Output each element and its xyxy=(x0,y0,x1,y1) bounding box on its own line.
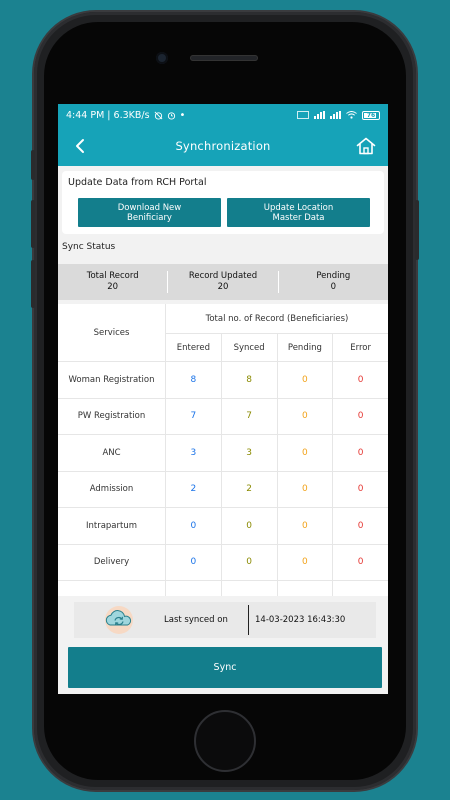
synced-count xyxy=(221,581,277,596)
download-new-beneficiary-button[interactable]: Download New Benificiary xyxy=(78,198,221,227)
update-data-section xyxy=(62,171,384,234)
table-row xyxy=(58,435,388,472)
entered-count: 0 xyxy=(190,520,197,531)
service-name: Delivery xyxy=(58,545,166,581)
record-updated-summary xyxy=(167,271,277,293)
last-synced-bar xyxy=(74,602,376,638)
cloud-sync-icon xyxy=(100,605,138,635)
battery-level: 76 xyxy=(366,111,376,119)
pending-count xyxy=(277,581,333,596)
pending-column-header: Pending xyxy=(277,334,333,361)
sync-summary xyxy=(58,264,388,300)
power-button xyxy=(415,200,419,260)
pending-label: Pending xyxy=(316,271,351,281)
service-name: ANC xyxy=(58,435,166,471)
total-records-header: Total no. of Record (Beneficiaries) xyxy=(166,304,388,334)
table-row xyxy=(58,581,388,596)
pending-count: 0 xyxy=(277,399,333,435)
pending-value: 0 xyxy=(330,282,337,292)
synced-count: 0 xyxy=(221,545,277,581)
record-updated-value: 20 xyxy=(217,282,229,292)
alarm-icon xyxy=(167,111,176,120)
entered-count: 2 xyxy=(190,484,197,495)
volume-down-button xyxy=(31,260,35,308)
sync-status-label: Sync Status xyxy=(62,242,116,252)
volume-up-button xyxy=(31,200,35,248)
status-bar xyxy=(58,104,388,126)
pending-count: 0 xyxy=(277,508,333,544)
table-row xyxy=(58,508,388,545)
error-count: 0 xyxy=(332,545,388,581)
error-count: 0 xyxy=(332,399,388,435)
volume-button xyxy=(31,150,35,180)
pending-count: 0 xyxy=(277,362,333,398)
pending-count: 0 xyxy=(277,545,333,581)
status-time: 4:44 PM | 6.3KB/s xyxy=(66,109,150,121)
more-dot-icon: • xyxy=(179,109,186,121)
record-updated-label: Record Updated xyxy=(188,271,258,281)
error-column-header: Error xyxy=(332,334,388,361)
pending-summary xyxy=(278,271,388,293)
pending-count: 0 xyxy=(277,472,333,508)
total-record-summary xyxy=(58,271,167,293)
synced-count: 7 xyxy=(221,399,277,435)
earpiece-speaker xyxy=(190,55,258,61)
update-location-master-data-button[interactable]: Update Location Master Data xyxy=(227,198,370,227)
front-camera xyxy=(156,52,168,64)
table-row xyxy=(58,545,388,582)
entered-count: 7 xyxy=(190,411,197,422)
synced-count: 0 xyxy=(221,508,277,544)
total-record-label: Total Record xyxy=(86,271,139,281)
service-name xyxy=(58,581,166,596)
back-arrow-icon xyxy=(74,138,86,154)
pending-count: 0 xyxy=(277,435,333,471)
error-count: 0 xyxy=(332,472,388,508)
app-header xyxy=(58,126,388,166)
entered-column-header: Entered xyxy=(176,342,210,353)
alarm-off-icon xyxy=(154,111,163,120)
page-title: Synchronization xyxy=(175,139,271,153)
synced-count: 8 xyxy=(221,362,277,398)
app-screen xyxy=(58,104,388,694)
volte-icon xyxy=(297,111,309,119)
home-button[interactable] xyxy=(194,710,256,772)
home-icon xyxy=(356,137,376,155)
sync-button[interactable]: Sync xyxy=(68,647,382,688)
back-button[interactable] xyxy=(68,134,92,158)
services-column-header: Services xyxy=(58,304,166,361)
synced-count: 2 xyxy=(221,472,277,508)
entered-count: 0 xyxy=(190,557,197,568)
entered-count: 3 xyxy=(190,447,197,458)
table-row xyxy=(58,399,388,436)
entered-count: 8 xyxy=(190,374,197,385)
signal-strength-2-icon xyxy=(330,111,341,119)
table-header xyxy=(58,304,388,362)
table-row xyxy=(58,362,388,399)
error-count xyxy=(332,581,388,596)
services-table xyxy=(58,304,388,596)
service-name: Intrapartum xyxy=(58,508,166,544)
update-section-title: Update Data from RCH Portal xyxy=(68,177,207,188)
service-name: PW Registration xyxy=(58,399,166,435)
error-count: 0 xyxy=(332,508,388,544)
table-row xyxy=(58,472,388,509)
service-name: Admission xyxy=(58,472,166,508)
entered-count xyxy=(166,581,221,596)
home-nav-button[interactable] xyxy=(354,134,378,158)
error-count: 0 xyxy=(332,362,388,398)
error-count: 0 xyxy=(332,435,388,471)
last-synced-timestamp: 14-03-2023 16:43:30 xyxy=(255,615,346,625)
table-body[interactable] xyxy=(58,362,388,596)
synced-count: 3 xyxy=(221,435,277,471)
last-synced-label: Last synced on xyxy=(164,615,228,625)
service-name: Woman Registration xyxy=(58,362,166,398)
synced-column-header: Synced xyxy=(221,334,277,361)
wifi-icon xyxy=(346,111,357,119)
signal-strength-icon xyxy=(314,111,325,119)
battery-icon xyxy=(362,111,380,120)
total-record-value: 20 xyxy=(107,282,119,292)
divider xyxy=(248,605,249,635)
